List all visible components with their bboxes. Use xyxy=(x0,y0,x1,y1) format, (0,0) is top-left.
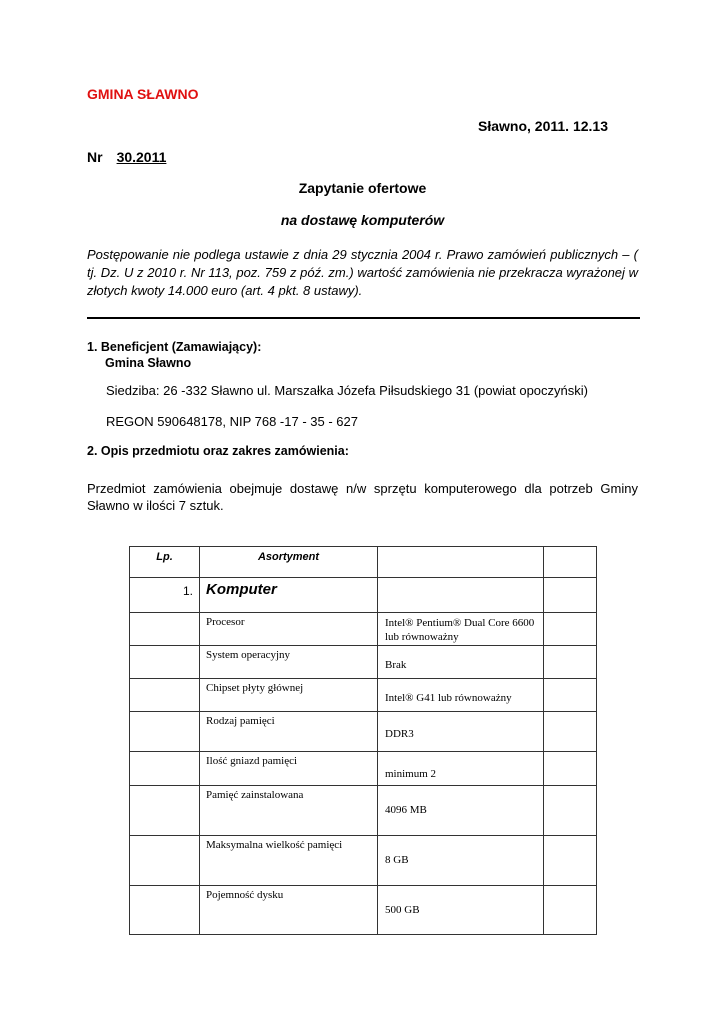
section1-title: 1. Beneficjent (Zamawiający): xyxy=(87,340,262,354)
param-label: Pojemność dysku xyxy=(200,886,378,935)
nr-value: 30.2011 xyxy=(116,149,167,165)
param-value: minimum 2 xyxy=(378,752,544,786)
intro-paragraph: Postępowanie nie podlega ustawie z dnia 29 stycznia 2004 r. Prawo zamówień publicznych – ( tj. Dz. U z 2010 r. Nr 113, poz. 759 z póź. zm.) wartość zamówienia nie przekracza wyrażonej w złotych kwoty 14.000 euro (art. 4 pkt. 8 ustawy). xyxy=(87,247,638,298)
table-row xyxy=(130,646,597,679)
param-value: 500 GB xyxy=(378,886,544,935)
section1-heading xyxy=(87,339,261,371)
horizontal-divider xyxy=(87,317,640,319)
header-asortyment: Asortyment xyxy=(200,547,378,578)
specification-table xyxy=(129,546,597,935)
param-value: Brak xyxy=(378,646,544,679)
document-number xyxy=(87,149,166,165)
table-header-row xyxy=(130,547,597,578)
beneficiary-address: Siedziba: 26 -332 Sławno ul. Marszałka Józefa Piłsudskiego 31 (powiat opoczyński) xyxy=(106,383,588,398)
param-value: Intel® G41 lub równoważny xyxy=(378,679,544,712)
header-lp: Lp. xyxy=(130,547,200,578)
table-row xyxy=(130,786,597,836)
item-name: Komputer xyxy=(200,578,378,613)
beneficiary-ids: REGON 590648178, NIP 768 -17 - 35 - 627 xyxy=(106,414,358,429)
param-label: System operacyjny xyxy=(200,646,378,679)
param-value: DDR3 xyxy=(378,712,544,752)
table-row xyxy=(130,712,597,752)
param-label: Pamięć zainstalowana xyxy=(200,786,378,836)
nr-label: Nr xyxy=(87,149,103,165)
section2-description: Przedmiot zamówienia obejmuje dostawę n/w sprzętu komputerowego dla potrzeb Gminy Sławno w ilości 7 sztuk. xyxy=(87,481,638,513)
param-label: Chipset płyty głównej xyxy=(200,679,378,712)
item-number: 1. xyxy=(130,578,200,613)
document-title: Zapytanie ofertowe xyxy=(298,180,427,196)
section2-heading: 2. Opis przedmiotu oraz zakres zamówienia: xyxy=(87,444,349,458)
table-row xyxy=(130,679,597,712)
table-row xyxy=(130,613,597,646)
table-row xyxy=(130,886,597,935)
param-value: 4096 MB xyxy=(378,786,544,836)
beneficiary-name: Gmina Sławno xyxy=(105,356,192,370)
table-row xyxy=(130,578,597,613)
organization-name: GMINA SŁAWNO xyxy=(87,86,199,102)
param-label: Rodzaj pamięci xyxy=(200,712,378,752)
document-subtitle: na dostawę komputerów xyxy=(280,212,445,228)
document-date: Sławno, 2011. 12.13 xyxy=(478,118,608,134)
param-label: Ilość gniazd pamięci xyxy=(200,752,378,786)
table-row xyxy=(130,836,597,886)
param-label: Procesor xyxy=(200,613,378,646)
param-value: Intel® Pentium® Dual Core 6600 lub równoważny xyxy=(378,613,544,646)
param-label: Maksymalna wielkość pamięci xyxy=(200,836,378,886)
param-value: 8 GB xyxy=(378,836,544,886)
table-row xyxy=(130,752,597,786)
